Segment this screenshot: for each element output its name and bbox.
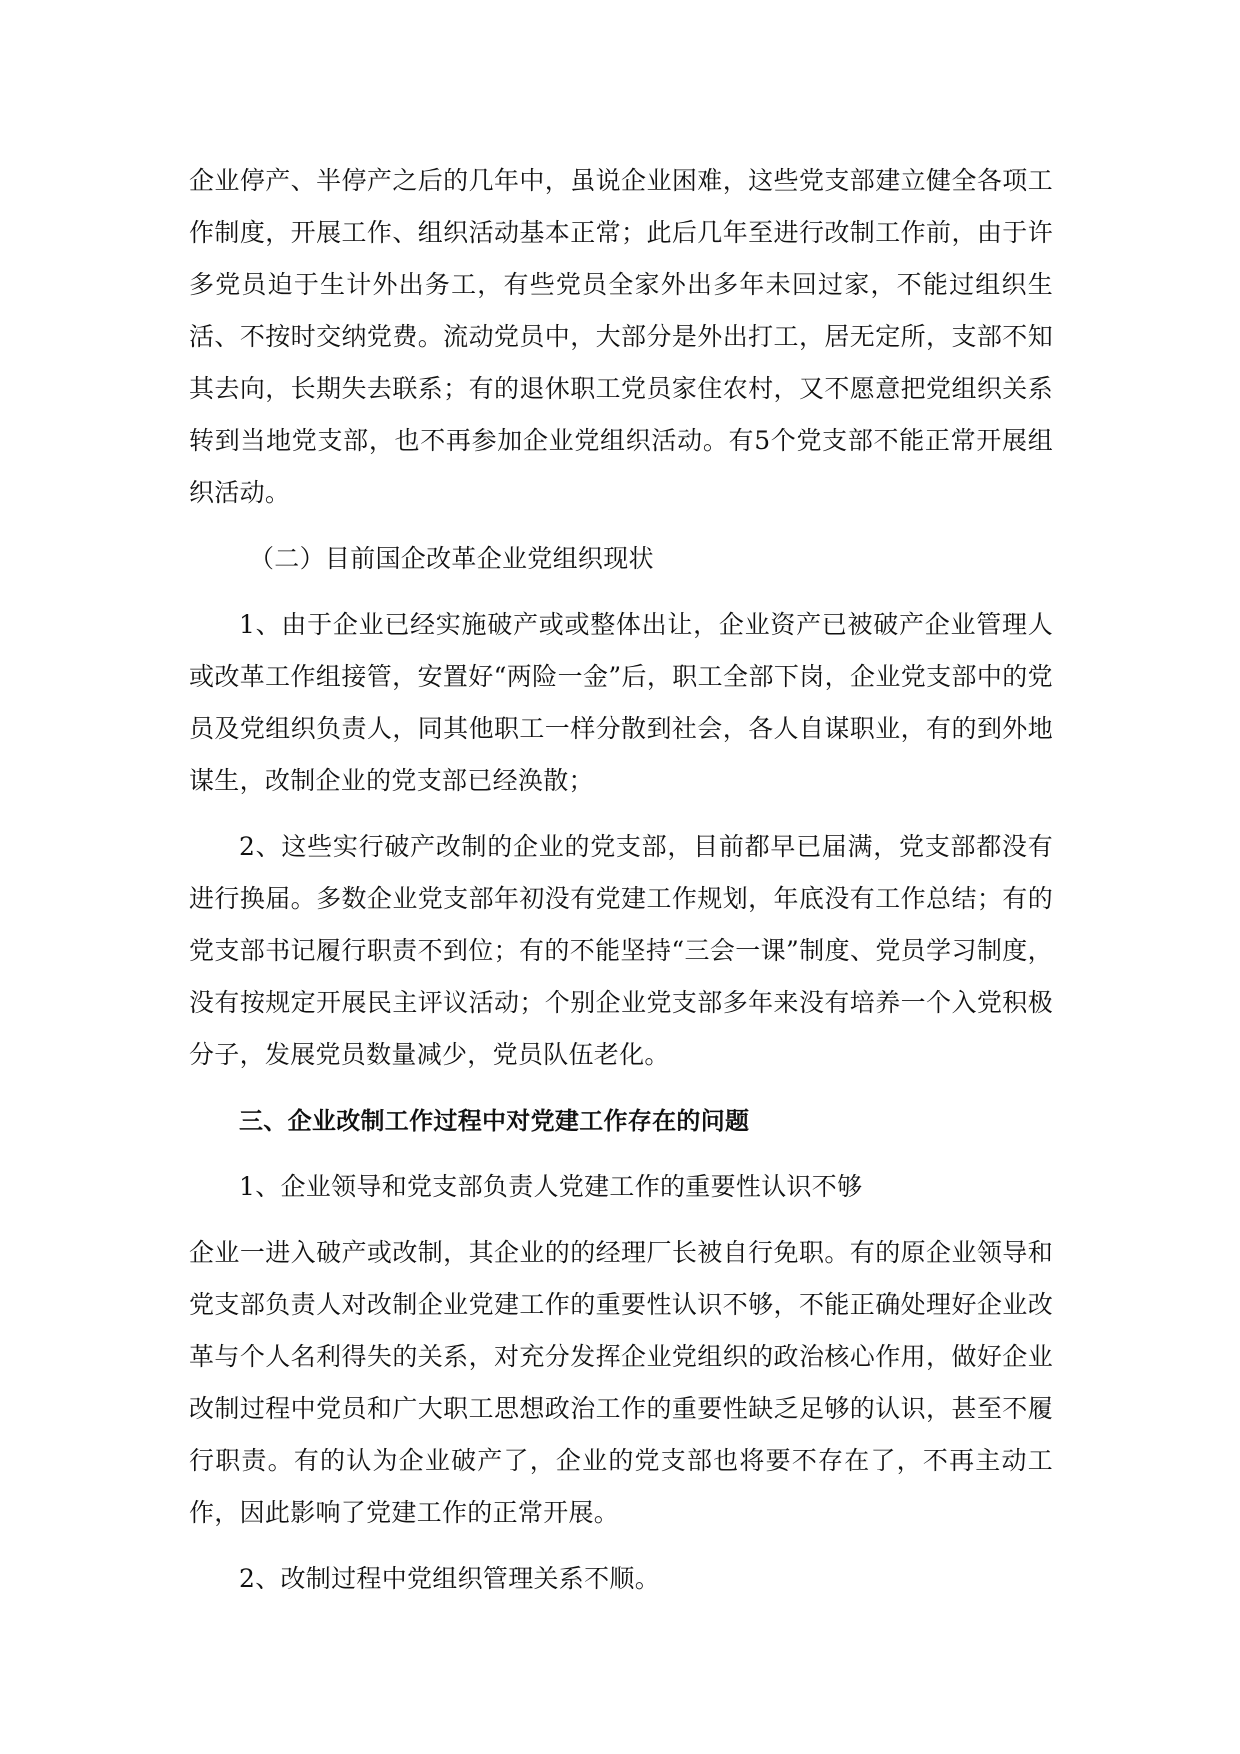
paragraph-problem-1-detail: 企业一进入破产或改制，其企业的的经理厂长被自行免职。有的原企业领导和党支部负责人对改制企业党建工作的重要性认识不够，不能正确处理好企业改革与个人名利得失的关系，对充分发挥企业党组织的政治核心作用，做好企业改制过程中党员和广大职工思想政治工作的重要性缺乏足够的认识，甚至不履行职责。有的认为企业破产了，企业的党支部也将要不存在了，不再主动工作，因此影响了党建工作的正常开展。	[189, 1238, 1053, 1527]
paragraph-point-1-dispersed: 1、由于企业已经实施破产或或整体出让，企业资产已被破产企业管理人或改革工作组接管，安置好“两险一金”后，职工全部下岗，企业党支部中的党员及党组织负责人，同其他职工一样分散到社会，各人自谋职业，有的到外地谋生，改制企业的党支部已经涣散；	[189, 610, 1053, 795]
subheading-problem-2: 2、改制过程中党组织管理关系不顺。	[239, 1564, 661, 1593]
paragraph-branch-status-history: 企业停产、半停产之后的几年中，虽说企业困难，这些党支部建立健全各项工作制度，开展工作、组织活动基本正常；此后几年至进行改制工作前，由于许多党员迫于生计外出务工，有些党员全家外出多年未回过家，不能过组织生活、不按时交纳党费。流动党员中，大部分是外出打工，居无定所，支部不知其去向，长期失去联系；有的退休职工党员家住农村，又不愿意把党组织关系转到当地党支部，也不再参加企业党组织活动。有5个党支部不能正常开展组织活动。	[189, 166, 1053, 507]
document-body	[189, 155, 1053, 1605]
section-heading-problems: 三、企业改制工作过程中对党建工作存在的问题	[239, 1107, 750, 1135]
subheading-problem-1: 1、企业领导和党支部负责人党建工作的重要性认识不够	[239, 1172, 863, 1201]
paragraph-point-2-no-election: 2、这些实行破产改制的企业的党支部，目前都早已届满，党支部都没有进行换届。多数企业党支部年初没有党建工作规划，年底没有工作总结；有的党支部书记履行职责不到位；有的不能坚持“三会一课”制度、党员学习制度，没有按规定开展民主评议活动；个别企业党支部多年来没有培养一个入党积极分子，发展党员数量减少，党员队伍老化。	[189, 832, 1053, 1069]
subheading-current-status: （二）目前国企改革企业党组织现状	[249, 544, 654, 573]
